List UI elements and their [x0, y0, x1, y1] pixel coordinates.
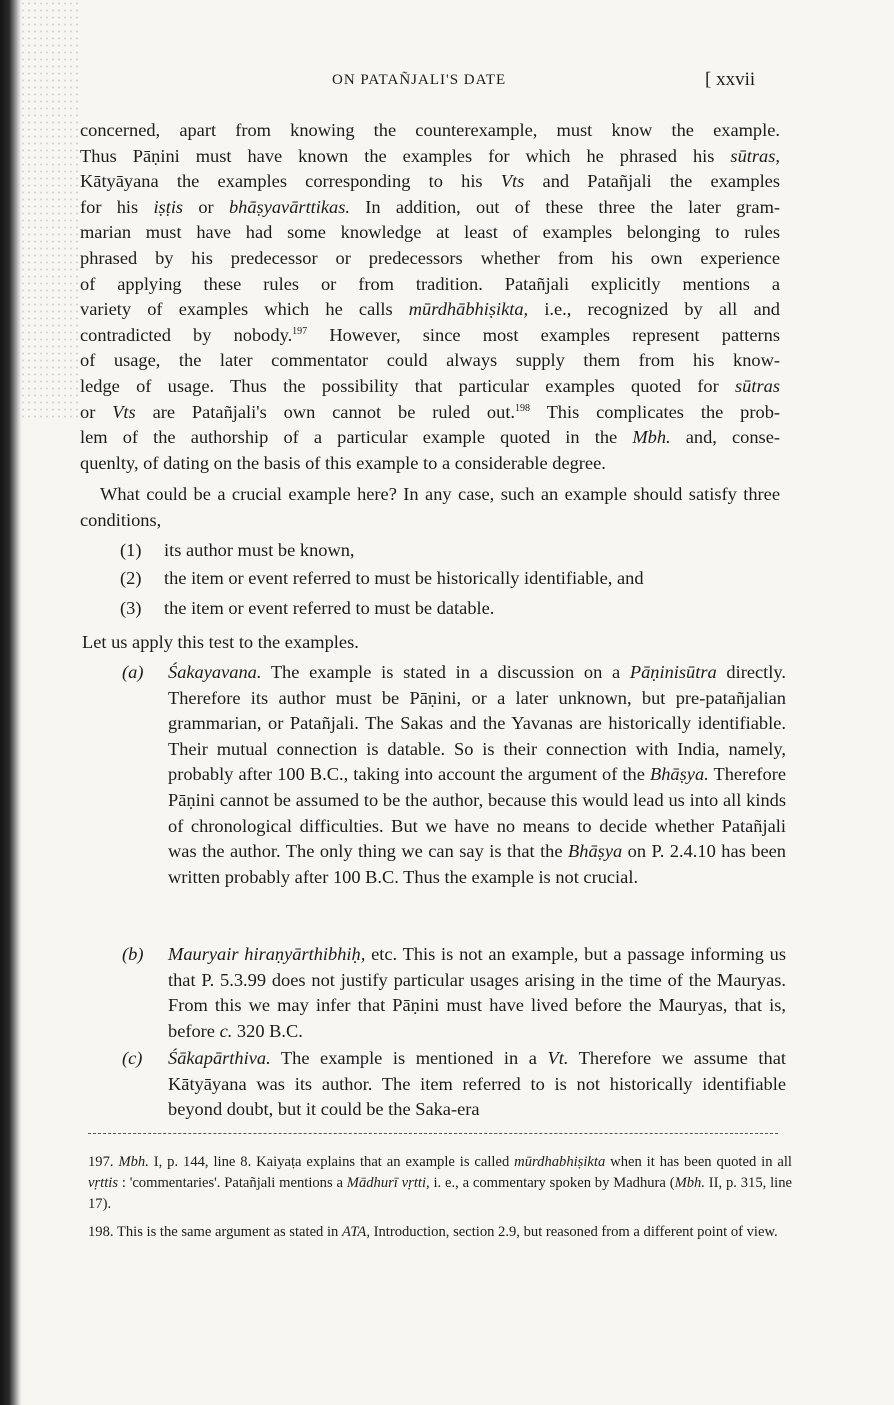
- fn-text: when it has been quoted in all: [605, 1154, 792, 1170]
- p1-text: quenlty, of dating on the basis of this example to a considerable degree.: [80, 452, 606, 473]
- p1-text: In addition, out of these three the later gram-: [350, 196, 780, 217]
- item-italic: c.: [219, 1020, 233, 1041]
- p1-italic: Mbh.: [632, 427, 671, 448]
- fn-text: Introduction, section 2.9, but reasoned from a different point of view.: [369, 1224, 778, 1240]
- p1-line: [80, 323, 780, 349]
- fn-text: II, p. 315, line 17).: [88, 1175, 792, 1212]
- page-number: [ xxvii: [705, 69, 756, 90]
- item-italic: Śākapārthiva.: [168, 1048, 271, 1068]
- p1-text: i.e., recognized by all and: [528, 299, 780, 320]
- item-italic: Bhāṣya: [568, 841, 623, 862]
- p1-text: of usage, the later commentator could always supply them from his know-: [80, 350, 780, 371]
- item-italic: Mauryair hiraṇyārthibhiḥ,: [168, 944, 366, 964]
- item-label: (c): [122, 1048, 143, 1068]
- condition-text: the item or event referred to must be historically identifiable, and: [164, 568, 644, 588]
- p1-italic: mūrdhābhiṣikta,: [408, 299, 529, 320]
- fn-italic: Mbh.: [118, 1154, 149, 1170]
- footnote-ref-197[interactable]: 197: [292, 325, 308, 337]
- item-italic: Śakayavana.: [168, 662, 262, 682]
- p1-text: contradicted by nobody.: [80, 324, 293, 345]
- p1-line: [80, 272, 780, 298]
- condition-number: (3): [120, 598, 142, 618]
- condition-item: [120, 566, 644, 592]
- p1-italic: bhāṣyavārttikas.: [228, 196, 351, 217]
- item-italic: Vt.: [547, 1048, 569, 1068]
- page-header: [0, 69, 894, 102]
- p1-italic: iṣṭis: [153, 196, 184, 217]
- example-item-a: [122, 660, 786, 890]
- p1-text: concerned, apart from knowing the counterexample, must know the example.: [80, 120, 780, 140]
- fn-text: : 'commentaries'. Patañjali mentions a: [118, 1175, 347, 1191]
- p1-text: are Patañjali's own cannot be ruled out.: [135, 401, 516, 422]
- p1-text: Kātyāyana the examples corresponding to his: [80, 171, 501, 192]
- fn-italic: Mbh.: [674, 1175, 705, 1191]
- p1-line: [80, 348, 780, 374]
- fn-italic: vṛttis: [88, 1175, 118, 1191]
- footnote-rule: [88, 1133, 778, 1134]
- fn-italic: mūrdhabhiṣikta: [514, 1154, 606, 1170]
- item-text: The example is stated in a discussion on a: [261, 662, 630, 682]
- p1-text: of applying these rules or from tradition. Patañjali explicitly mentions a: [80, 273, 780, 294]
- p1-line: [80, 297, 780, 323]
- p1-text: marian must have had some knowledge at least of examples belonging to rules: [80, 222, 780, 243]
- p1-text: or: [183, 196, 229, 217]
- p1-text: and Patañjali the examples: [524, 171, 781, 192]
- p1-text: or: [80, 401, 113, 422]
- fn-text: I, p. 144, line 8. Kaiyaṭa explains that an example is called: [148, 1154, 515, 1170]
- footnote-197: [88, 1152, 792, 1215]
- p1-text: variety of examples which he calls: [80, 299, 409, 320]
- paragraph-1: [80, 118, 780, 476]
- item-label: (a): [122, 662, 144, 682]
- p1-text: This complicates the prob-: [530, 401, 781, 422]
- condition-item: [120, 538, 355, 564]
- p1-text: phrased by his predecessor or predecessors whether from his own experience: [80, 247, 780, 268]
- binding-shadow: [0, 0, 22, 1405]
- p1-text: However, since most examples represent patterns: [307, 324, 780, 345]
- paragraph-2: What could be a crucial example here? In any case, such an example should satisfy three conditions,: [80, 484, 780, 530]
- item-text: on P. 2.4.10 has been written probably after 100 B.C. Thus the example is not crucial.: [168, 841, 786, 887]
- condition-text: its author must be known,: [164, 540, 355, 560]
- example-item-b: [122, 942, 786, 1044]
- p1-line: [80, 118, 780, 144]
- p1-italic: sūtras,: [730, 145, 780, 166]
- p1-line: [80, 169, 780, 195]
- p1-line: [80, 144, 780, 170]
- p1-italic: Vts: [112, 401, 136, 422]
- p1-line: [80, 451, 780, 477]
- p1-line: [80, 195, 780, 221]
- p1-italic: Vts: [500, 171, 525, 192]
- item-body: [168, 660, 786, 890]
- condition-number: (2): [120, 568, 142, 588]
- item-label: (b): [122, 944, 144, 964]
- fn-italic: ATA,: [342, 1224, 370, 1240]
- footnote-198: [88, 1222, 792, 1243]
- p1-line: [80, 220, 780, 246]
- p1-line: [80, 374, 780, 400]
- item-text: The example is mentioned in a: [270, 1048, 548, 1068]
- item-text: directly. Therefore its author must be Pāṇini, or a later unknown, but pre-patañjalian grammarian, or Patañjali. The Sakas and the Yavanas are historically identifiable. Their mutual connection is datable. So is their connection with India, namely, probably after 100 B.C., taking into account the argument of the: [168, 662, 786, 785]
- p1-text: and, conse-: [670, 427, 780, 448]
- item-body: [168, 942, 786, 1044]
- p1-line: [80, 425, 780, 451]
- item-text: etc. This is not an example, but a passage informing us that P. 5.3.99 does not justify particular usages arising in the time of the Mauryas. From this we may infer that Pāṇini must have lived before the Mauryas, that is, before: [168, 944, 786, 1041]
- scan-specks: [20, 0, 80, 420]
- item-italic: Bhāṣya.: [650, 764, 709, 785]
- fn-text: 197.: [88, 1154, 119, 1170]
- fn-italic: Mādhurī vṛtti,: [346, 1175, 430, 1191]
- p1-text: Thus Pāṇini must have known the examples for which he phrased his: [80, 145, 731, 166]
- item-italic: Pāṇinisūtra: [629, 662, 717, 682]
- fn-text: 198. This is the same argument as stated in: [88, 1224, 343, 1240]
- item-text: Therefore Pāṇini cannot be assumed to be the author, because this would lead us into all kinds of chronological difficulties. But we have no means to decide whether Patañjali was the author. The only thing we can say is that the: [168, 764, 786, 862]
- p1-text: for his: [80, 196, 154, 217]
- item-body: [168, 1046, 786, 1123]
- apply-line: Let us apply this test to the examples.: [82, 632, 359, 652]
- running-title: ON PATAÑJALI'S DATE: [332, 72, 507, 88]
- condition-item: [120, 596, 494, 622]
- p1-italic: sūtras: [735, 375, 780, 396]
- p1-line: [80, 400, 780, 426]
- condition-text: the item or event referred to must be datable.: [164, 598, 495, 618]
- fn-text: i. e., a commentary spoken by Madhura (: [429, 1175, 675, 1191]
- example-item-c: [122, 1046, 786, 1123]
- p1-line: [80, 246, 780, 272]
- p1-text: ledge of usage. Thus the possibility that particular examples quoted for: [80, 375, 736, 396]
- footnote-ref-198[interactable]: 198: [515, 402, 531, 414]
- item-text: Therefore we assume that Kātyāyana was its author. The item referred to is not historically identifiable beyond doubt, but it could be the Saka-era: [168, 1048, 786, 1120]
- item-text: 320 B.C.: [232, 1020, 303, 1041]
- p1-text: lem of the authorship of a particular example quoted in the: [80, 427, 633, 448]
- condition-number: (1): [120, 540, 142, 560]
